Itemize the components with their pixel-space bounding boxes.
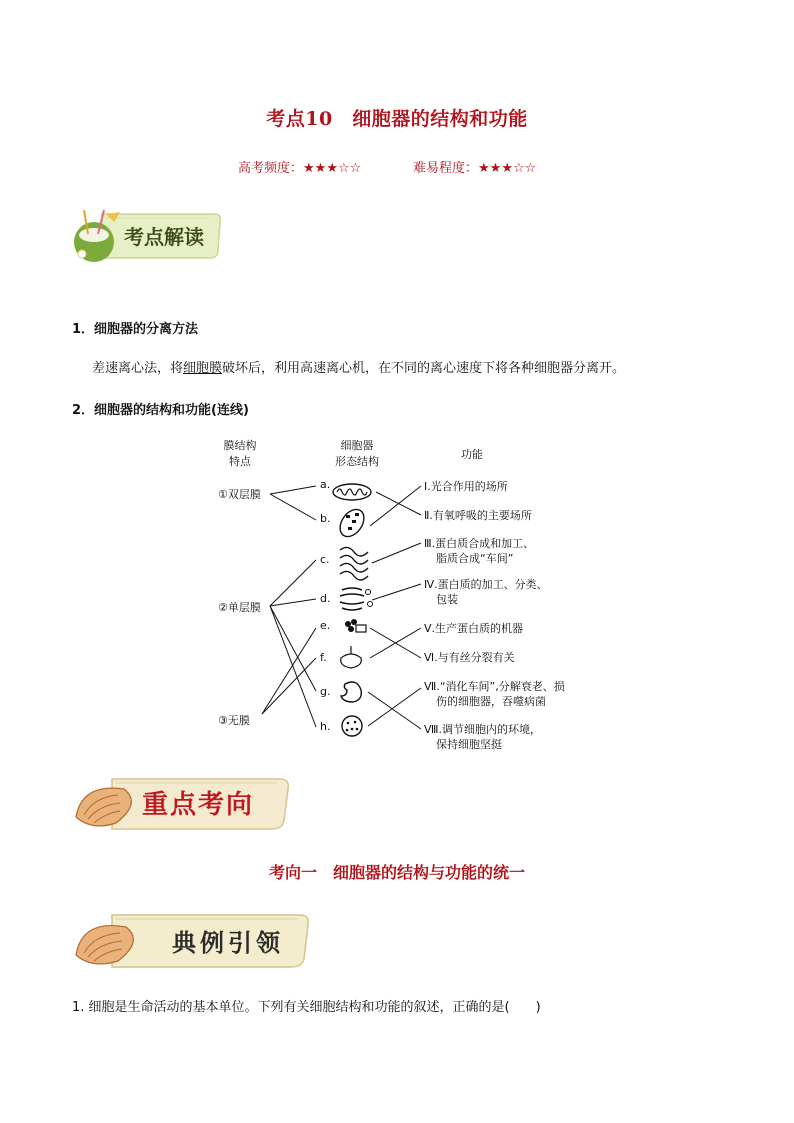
letter-f: f. <box>320 651 327 664</box>
letter-h: h. <box>320 720 331 733</box>
col1-header-line1: 膜结构 <box>223 439 257 452</box>
function-7-line2: 伤的细胞器，吞噬病菌 <box>436 695 546 708</box>
membrane-double: ①双层膜 <box>218 488 261 501</box>
banner-typical-examples <box>72 909 312 971</box>
shell-banner-graphic-2 <box>72 909 312 971</box>
section2-heading: 2．细胞器的结构和功能(连线) <box>72 403 249 418</box>
subsection-title: 考向一 细胞器的结构与功能的统一 <box>268 863 525 882</box>
question-1: 1. 细胞是生命活动的基本单位。下列有关细胞结构和功能的叙述，正确的是( ) <box>72 1000 541 1015</box>
ribosome-icon <box>345 619 366 632</box>
col3-header: 功能 <box>461 448 483 461</box>
vacuole-icon <box>342 716 362 736</box>
function-2: Ⅱ.有氧呼吸的主要场所 <box>424 509 532 522</box>
shell-banner-graphic <box>72 773 292 833</box>
function-8-line1: Ⅷ.调节细胞内的环境， <box>424 723 541 736</box>
function-4-line1: Ⅳ.蛋白质的加工、分类、 <box>424 578 548 591</box>
chloroplast-icon <box>335 505 369 541</box>
golgi-apparatus-icon <box>340 588 373 610</box>
mitochondrion-icon <box>333 484 371 500</box>
letter-d: d. <box>320 592 331 605</box>
membrane-none: ③无膜 <box>218 714 250 727</box>
function-6: Ⅵ.与有丝分裂有关 <box>424 651 515 664</box>
col1-header-line2: 特点 <box>229 455 251 468</box>
centrosome-icon <box>341 646 362 668</box>
difficulty-label: 难易程度： <box>413 161 479 176</box>
col2-header-line1: 细胞器 <box>340 439 374 452</box>
frequency-label: 高考频度： <box>238 161 304 176</box>
lysosome-icon <box>341 682 361 702</box>
coconut-banner-graphic <box>72 206 222 264</box>
left-connection-lines <box>262 486 316 727</box>
banner-label: 重点考向 <box>142 790 255 820</box>
section1-paragraph: 差速离心法，将细胞膜破坏后，利用高速离心机，在不同的离心速度下将各种细胞器分离开。 <box>92 361 626 376</box>
letter-b: b. <box>320 512 331 525</box>
section1-heading: 1．细胞器的分离方法 <box>72 322 199 337</box>
membrane-single: ②单层膜 <box>218 601 261 614</box>
difficulty-rating <box>413 157 536 176</box>
organelle-matching-diagram <box>200 432 590 762</box>
letter-e: e. <box>320 619 331 632</box>
function-7-line1: Ⅶ.“消化车间”,分解衰老、损 <box>424 680 565 693</box>
underlined-term: 细胞膜 <box>183 361 223 376</box>
banner-label: 考点解读 <box>124 225 204 249</box>
function-8-line2: 保持细胞坚挺 <box>436 738 502 751</box>
endoplasmic-reticulum-icon <box>340 547 368 580</box>
banner-key-points <box>72 206 222 264</box>
function-4-line2: 包装 <box>436 593 458 606</box>
col2-header-line2: 形态结构 <box>335 455 379 468</box>
function-5: Ⅴ.生产蛋白质的机器 <box>424 622 524 635</box>
banner-key-directions <box>72 773 292 833</box>
letter-a: a. <box>320 478 331 491</box>
function-1: Ⅰ.光合作用的场所 <box>424 480 508 493</box>
frequency-rating <box>238 157 361 176</box>
letter-c: c. <box>320 553 330 566</box>
difficulty-stars: ★★★☆☆ <box>478 161 537 176</box>
letter-g: g. <box>320 685 331 698</box>
function-3-line1: Ⅲ.蛋白质合成和加工、 <box>424 537 535 550</box>
frequency-stars: ★★★☆☆ <box>303 161 362 176</box>
banner-label: 典例引领 <box>172 928 284 957</box>
right-connection-lines <box>368 486 421 729</box>
function-3-line2: 脂质合成“车间” <box>436 552 514 565</box>
page-title: 考点10 细胞器的结构和功能 <box>266 108 528 130</box>
